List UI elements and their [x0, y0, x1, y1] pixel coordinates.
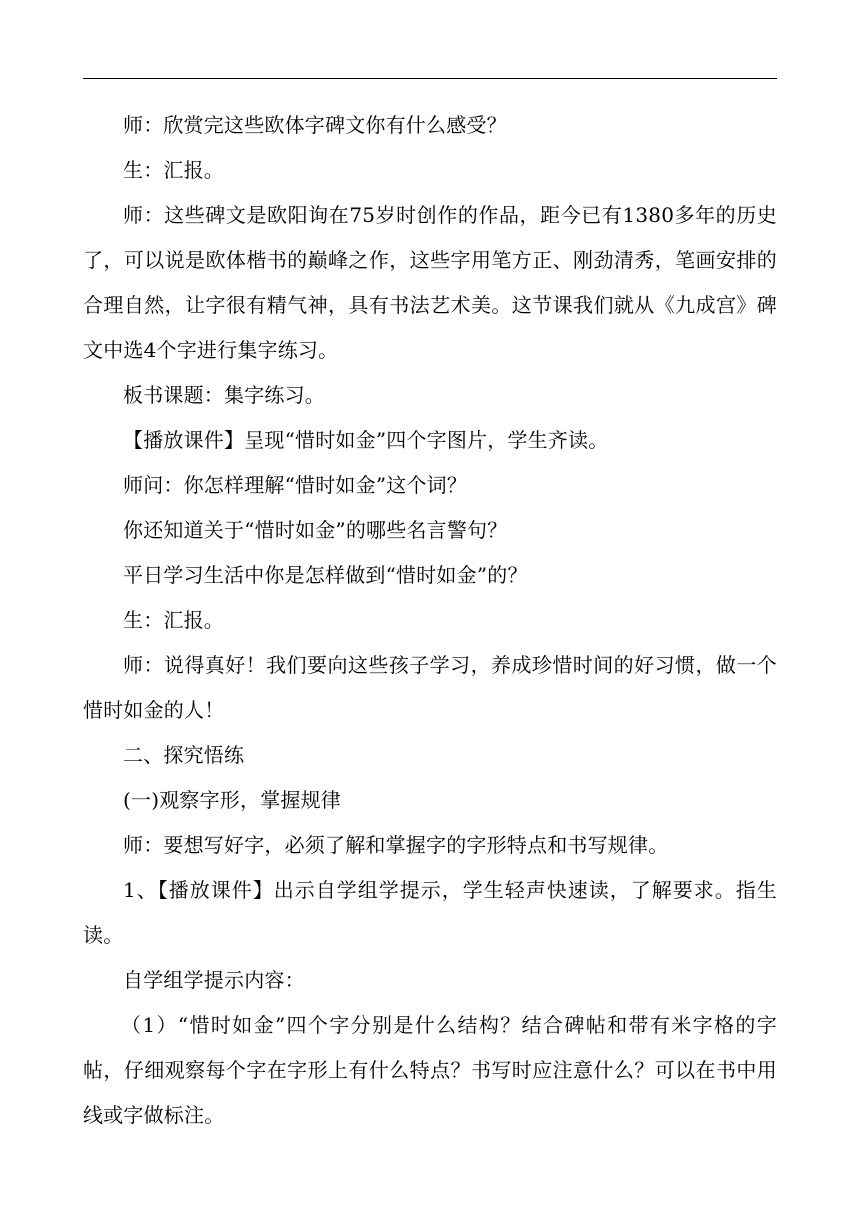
paragraph-student-report-2: 生：汇报。 [123, 608, 224, 632]
paragraph-courseware-prompt: 1、【播放课件】出示自学组学提示，学生轻声快速读，了解要求。指生读。 [83, 878, 777, 947]
paragraph-teacher-ask: 师问：你怎样理解“惜时如金”这个词？ [123, 473, 468, 497]
paragraph-writing-rules: 师：要想写好字，必须了解和掌握字的字形特点和书写规律。 [123, 833, 669, 857]
paragraph-teacher-praise: 师：说得真好！我们要向这些孩子学习，养成珍惜时间的好习惯，做一个惜时如金的人！ [83, 653, 777, 722]
section-heading: 二、探究悟练 [123, 743, 245, 767]
document-body [83, 103, 777, 1138]
paragraph-teacher-explanation: 师：这些碑文是欧阳询在75岁时创作的作品，距今已有1380多年的历史了，可以说是欧体楷书的巅峰之作，这些字用笔方正、刚劲清秀，笔画安排的合理自然，让字很有精气神，具有书法艺术美。这节课我们就从《九成宫》碑文中选4个字进行集字练习。 [83, 203, 777, 362]
paragraph-student-report: 生：汇报。 [123, 158, 224, 182]
subsection-heading: (一)观察字形，掌握规律 [123, 788, 342, 812]
header-rule [83, 78, 777, 79]
paragraph-board-title: 板书课题：集字练习。 [123, 383, 325, 407]
paragraph-prompt-item-1: （1）“惜时如金”四个字分别是什么结构？结合碑帖和带有米字格的字帖，仔细观察每个字在字形上有什么特点？书写时应注意什么？可以在书中用线或字做标注。 [83, 1013, 777, 1127]
paragraph-prompt-content-label: 自学组学提示内容： [123, 968, 305, 992]
paragraph-courseware-show: 【播放课件】呈现“惜时如金”四个字图片，学生齐读。 [123, 428, 609, 452]
paragraph-teacher-question: 师：欣赏完这些欧体字碑文你有什么感受？ [123, 113, 507, 137]
paragraph-quotes-question: 你还知道关于“惜时如金”的哪些名言警句？ [123, 518, 508, 542]
paragraph-daily-life-question: 平日学习生活中你是怎样做到“惜时如金”的？ [123, 563, 528, 587]
